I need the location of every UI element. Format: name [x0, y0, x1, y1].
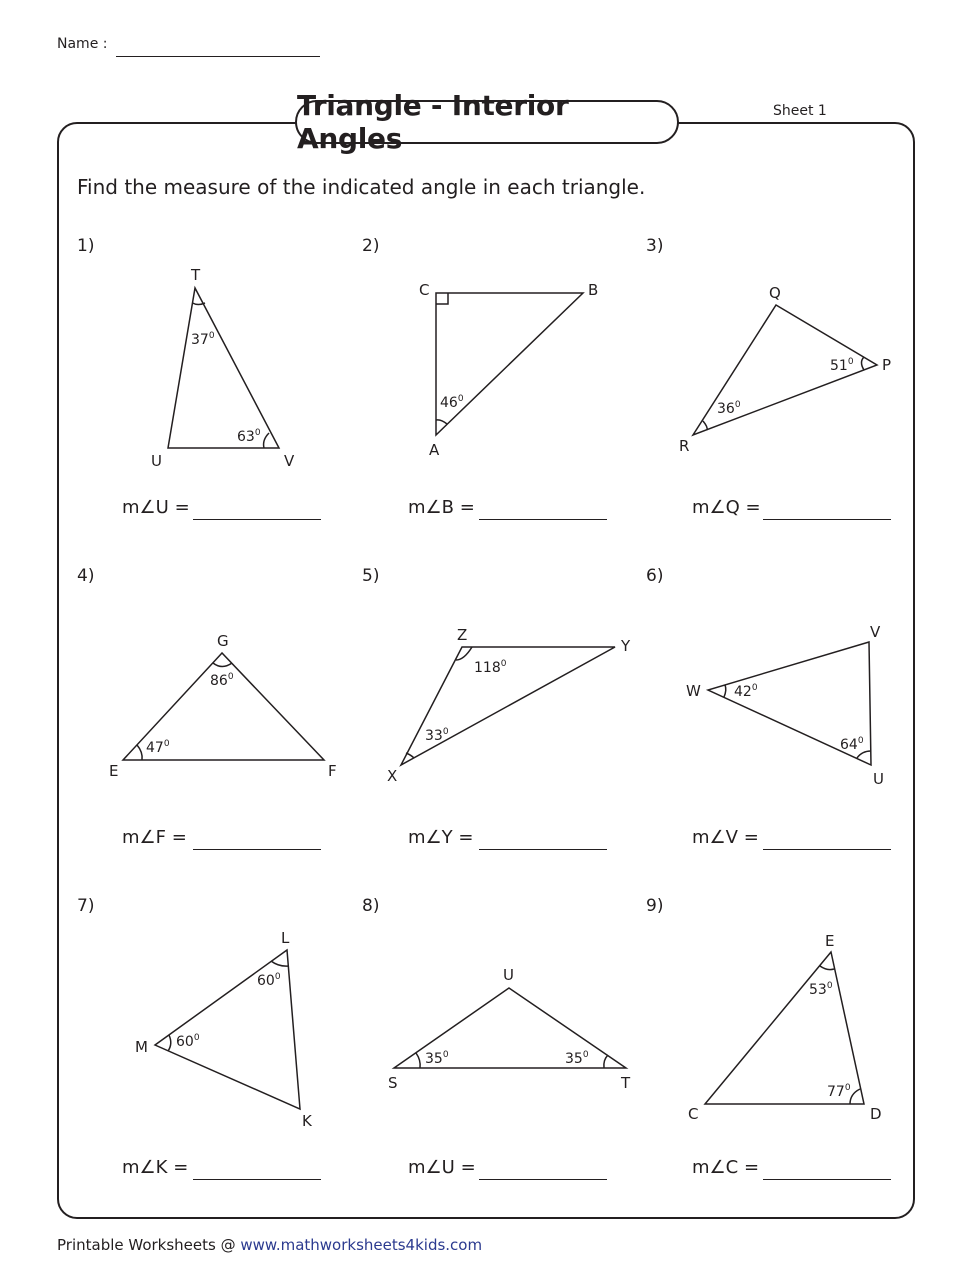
vertex-label: R	[679, 437, 690, 455]
vertex-label: V	[870, 623, 881, 641]
angle-label: $35^0$	[565, 1050, 589, 1067]
problem-2-number: 2)	[362, 236, 380, 256]
answer-4	[122, 827, 187, 848]
angle-label: $60^0$	[257, 972, 281, 989]
vertex-label: E	[109, 762, 119, 780]
answer-7	[122, 1157, 188, 1178]
angle-label: $60^0$	[176, 1033, 200, 1050]
answer-blank[interactable]	[193, 519, 321, 520]
answer-3	[692, 497, 761, 518]
angle-arc-4-e	[137, 745, 142, 760]
answer-label: m∠K =	[122, 1157, 189, 1178]
vertex-label: C	[688, 1105, 699, 1123]
vertex-label: Q	[769, 284, 781, 302]
vertex-label: S	[388, 1074, 398, 1092]
answer-blank[interactable]	[479, 519, 607, 520]
triangle-1	[168, 288, 279, 448]
answer-label: m∠Q =	[692, 497, 761, 518]
answer-label: m∠U =	[408, 1157, 476, 1178]
name-label: Name :	[57, 36, 108, 52]
vertex-label: T	[191, 266, 201, 284]
problem-5-number: 5)	[362, 566, 380, 586]
angle-label: $36^0$	[717, 400, 741, 417]
answer-label: m∠F =	[122, 827, 187, 848]
angle-label: $63^0$	[237, 428, 261, 445]
angle-label: $46^0$	[440, 394, 464, 411]
answer-blank[interactable]	[479, 849, 607, 850]
angle-arc-2-a	[436, 420, 447, 424]
answer-1	[122, 497, 190, 518]
answer-9	[692, 1157, 759, 1178]
problem-1-number: 1)	[77, 236, 95, 256]
answer-blank[interactable]	[479, 1179, 607, 1180]
angle-label: $42^0$	[734, 683, 758, 700]
vertex-label: Y	[621, 637, 631, 655]
angle-arc-7-l	[271, 961, 289, 966]
triangle-2	[436, 293, 583, 435]
angle-label: $64^0$	[840, 736, 864, 753]
vertex-label: L	[281, 929, 290, 947]
vertex-label: X	[387, 767, 398, 785]
vertex-label: W	[686, 682, 701, 700]
triangle-5	[401, 647, 615, 765]
vertex-label: U	[151, 452, 162, 470]
problem-3-number: 3)	[646, 236, 664, 256]
angle-arc-1-t	[193, 303, 206, 305]
triangle-9	[705, 952, 864, 1104]
angle-label: $86^0$	[210, 672, 234, 689]
problem-9-number: 9)	[646, 896, 664, 916]
right-angle-mark-2	[436, 293, 448, 304]
angle-arc-8-s	[416, 1053, 420, 1068]
answer-label: m∠V =	[692, 827, 759, 848]
vertex-label: C	[419, 281, 430, 299]
problem-6-number: 6)	[646, 566, 664, 586]
vertex-label: M	[135, 1038, 148, 1056]
answer-label: m∠B =	[408, 497, 475, 518]
vertex-label: P	[882, 356, 892, 374]
instructions: Find the measure of the indicated angle in each triangle.	[77, 175, 646, 199]
footer-link[interactable]: www.mathworksheets4kids.com	[240, 1236, 483, 1254]
vertex-label: U	[503, 966, 514, 984]
angle-arc-1-v	[264, 433, 269, 448]
problem-4-number: 4)	[77, 566, 95, 586]
angle-label: $47^0$	[146, 739, 170, 756]
vertex-label: B	[588, 281, 599, 299]
vertex-label: Z	[457, 626, 468, 644]
vertex-label: V	[284, 452, 295, 470]
angle-label: $118^0$	[474, 659, 507, 676]
sheet-number: Sheet 1	[773, 103, 827, 119]
answer-6	[692, 827, 759, 848]
angle-label: $37^0$	[191, 331, 215, 348]
angle-arc-8-t	[604, 1055, 608, 1068]
vertex-label: F	[328, 762, 337, 780]
angle-label: $51^0$	[830, 357, 854, 374]
vertex-label: A	[429, 441, 440, 459]
angle-arc-7-m	[168, 1035, 171, 1051]
problem-7-number: 7)	[77, 896, 95, 916]
answer-label: m∠C =	[692, 1157, 760, 1178]
problem-8-number: 8)	[362, 896, 380, 916]
footer	[57, 1236, 482, 1254]
vertex-label: U	[873, 770, 884, 788]
angle-arc-9-d	[850, 1089, 860, 1104]
vertex-label: E	[825, 932, 835, 950]
angle-label: $53^0$	[809, 981, 833, 998]
angle-arc-6-u	[857, 751, 871, 758]
vertex-label: K	[302, 1112, 312, 1130]
angle-label: $35^0$	[425, 1050, 449, 1067]
answer-label: m∠Y =	[408, 827, 474, 848]
page-title: Triangle - Interior Angles	[297, 89, 569, 155]
angle-arc-9-e	[820, 966, 834, 970]
answer-blank[interactable]	[193, 1179, 321, 1180]
footer-prefix: Printable Worksheets @	[57, 1236, 236, 1254]
answer-blank[interactable]	[763, 1179, 891, 1180]
answer-5	[408, 827, 473, 848]
answer-2	[408, 497, 475, 518]
answer-blank[interactable]	[763, 849, 891, 850]
answer-8	[408, 1157, 476, 1178]
vertex-label: D	[870, 1105, 882, 1123]
answer-label: m∠U =	[122, 497, 190, 518]
answer-blank[interactable]	[763, 519, 891, 520]
answer-blank[interactable]	[193, 849, 321, 850]
vertex-label: T	[621, 1074, 631, 1092]
angle-label: $33^0$	[425, 727, 449, 744]
angle-arc-6-w	[724, 685, 726, 697]
angle-arc-3-r	[703, 421, 707, 430]
angle-arc-3-p	[862, 357, 865, 370]
angle-arc-5-x	[406, 753, 414, 758]
angle-arc-4-g	[213, 663, 232, 667]
vertex-label: G	[217, 632, 229, 650]
angle-label: $77^0$	[827, 1083, 851, 1100]
